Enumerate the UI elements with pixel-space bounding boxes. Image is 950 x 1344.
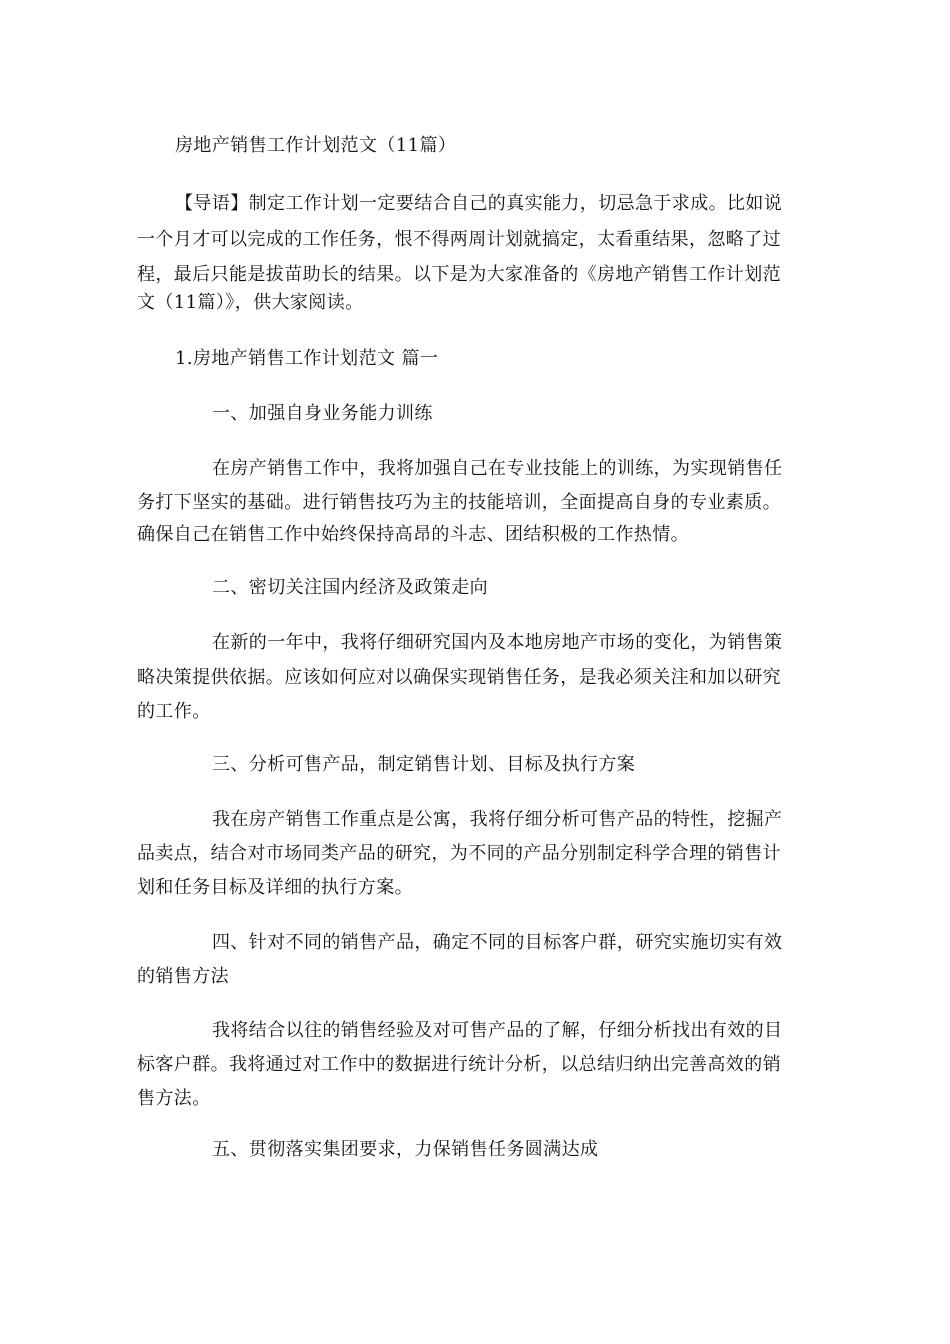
paragraph-1-line: 确保自己在销售工作中始终保持高昂的斗志、团结积极的工作热情。 bbox=[137, 524, 689, 545]
paragraph-1-line: 在房产销售工作中，我将加强自己在专业技能上的训练，为实现销售任 bbox=[212, 458, 783, 479]
intro-line: 【导语】制定工作计划一定要结合自己的真实能力，切忌急于求成。比如说 bbox=[175, 193, 783, 214]
paragraph-3-line: 划和任务目标及详细的执行方案。 bbox=[137, 877, 413, 898]
heading-2: 二、密切关注国内经济及政策走向 bbox=[212, 577, 488, 598]
heading-4-line: 四、针对不同的销售产品，确定不同的目标客户群，研究实施切实有效 bbox=[212, 932, 783, 953]
paragraph-2-line: 的工作。 bbox=[137, 701, 211, 722]
paragraph-3-line: 我在房产销售工作重点是公寓，我将仔细分析可售产品的特性，挖掘产 bbox=[212, 809, 783, 830]
paragraph-1-line: 务打下坚实的基础。进行销售技巧为主的技能培训，全面提高自身的专业素质。 bbox=[137, 492, 781, 513]
heading-5: 五、贯彻落实集团要求，力保销售任务圆满达成 bbox=[212, 1139, 599, 1160]
paragraph-2-line: 在新的一年中，我将仔细研究国内及本地房地产市场的变化，为销售策 bbox=[212, 632, 783, 653]
section-heading: 1.房地产销售工作计划范文 篇一 bbox=[175, 348, 439, 369]
heading-4-line: 的销售方法 bbox=[137, 966, 229, 987]
paragraph-4-line: 标客户群。我将通过对工作中的数据进行统计分析，以总结归纳出完善高效的销 bbox=[137, 1054, 781, 1075]
paragraph-4-line: 售方法。 bbox=[137, 1088, 211, 1109]
heading-3: 三、分析可售产品，制定销售计划、目标及执行方案 bbox=[212, 754, 636, 775]
heading-1: 一、加强自身业务能力训练 bbox=[212, 403, 433, 424]
document-title: 房地产销售工作计划范文（11篇） bbox=[175, 135, 457, 156]
paragraph-2-line: 略决策提供依据。应该如何应对以确保实现销售任务，是我必须关注和加以研究 bbox=[137, 667, 781, 688]
intro-line: 文（11篇）》，供大家阅读。 bbox=[137, 292, 364, 313]
paragraph-3-line: 品卖点，结合对市场同类产品的研究，为不同的产品分别制定科学合理的销售计 bbox=[137, 843, 781, 864]
intro-line: 一个月才可以完成的工作任务，恨不得两周计划就搞定，太看重结果，忽略了过 bbox=[137, 229, 781, 250]
paragraph-4-line: 我将结合以往的销售经验及对可售产品的了解，仔细分析找出有效的目 bbox=[212, 1020, 783, 1041]
intro-line: 程，最后只能是拔苗助长的结果。以下是为大家准备的《房地产销售工作计划范 bbox=[137, 264, 781, 285]
